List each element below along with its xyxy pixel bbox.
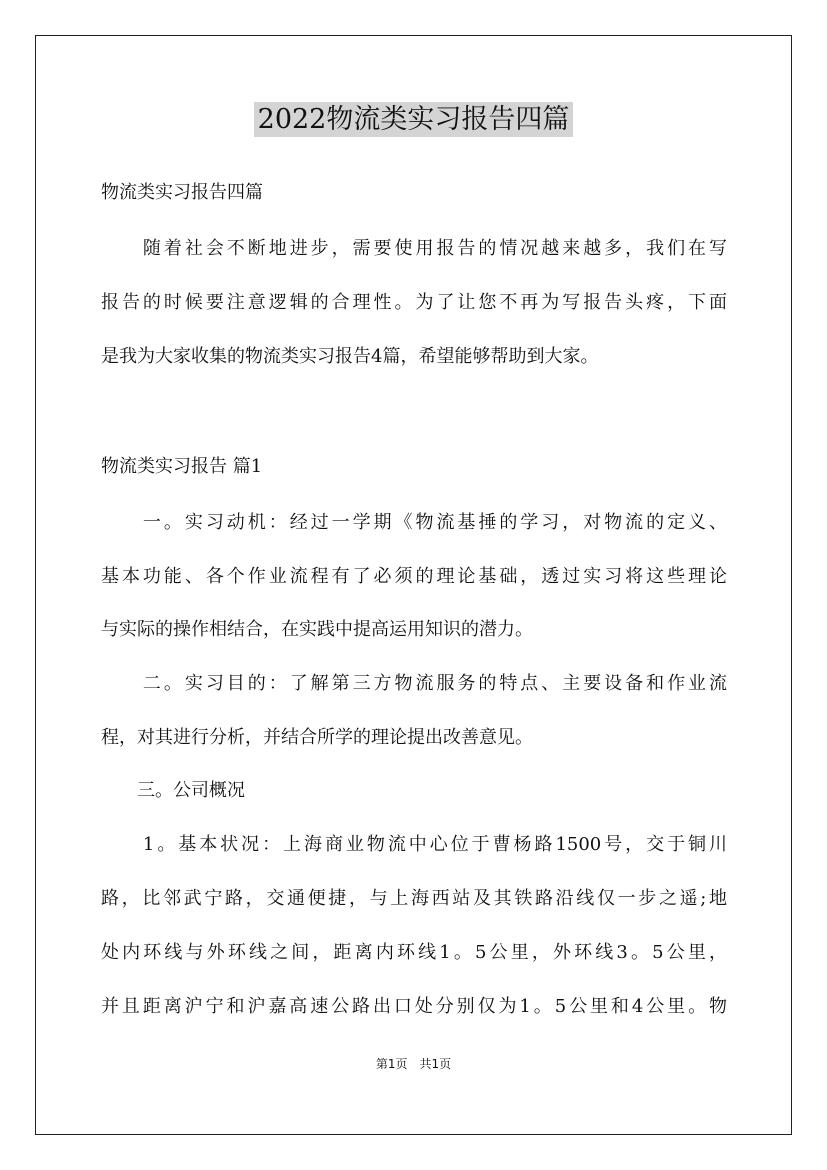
section1-line-2: 基本功能、各个作业流程有了必须的理论基础，透过实习将这些理论 (101, 566, 727, 587)
intro-line-3: 是我为大家收集的物流类实习报告4篇，希望能够帮助到大家。 (101, 346, 599, 367)
section2-line-2: 程，对其进行分析，并结合所学的理论提出改善意见。 (101, 727, 533, 748)
page-footer: 第1页 共1页 (375, 1057, 452, 1071)
section-heading: 物流类实习报告 篇1 (101, 456, 263, 477)
section4-line-1: 1。基本状况：上海商业物流中心位于曹杨路1500号，交于铜川 (101, 834, 727, 855)
intro-line-1: 随着社会不断地进步，需要使用报告的情况越来越多，我们在写 (101, 238, 727, 259)
document-title (0, 100, 827, 140)
section3-heading: 三。公司概况 (101, 780, 245, 801)
document-title-text: 2022物流类实习报告四篇 (254, 102, 574, 137)
section1-line-1: 一。实习动机：经过一学期《物流基捶的学习，对物流的定义、 (101, 512, 727, 533)
section4-line-3: 处内环线与外环线之间，距离内环线1。5公里，外环线3。5公里， (101, 942, 727, 963)
section1-line-3: 与实际的操作相结合，在实践中提高运用知识的潜力。 (101, 619, 533, 640)
section4-line-2: 路，比邻武宁路，交通便捷，与上海西站及其铁路沿线仅一步之遥;地 (101, 888, 727, 909)
document-subtitle: 物流类实习报告四篇 (101, 182, 263, 203)
intro-line-2: 报告的时候要注意逻辑的合理性。为了让您不再为写报告头疼，下面 (101, 292, 727, 313)
section2-line-1: 二。实习目的：了解第三方物流服务的特点、主要设备和作业流 (101, 673, 727, 694)
section4-line-4: 并且距离沪宁和沪嘉高速公路出口处分别仅为1。5公里和4公里。物 (101, 996, 727, 1017)
